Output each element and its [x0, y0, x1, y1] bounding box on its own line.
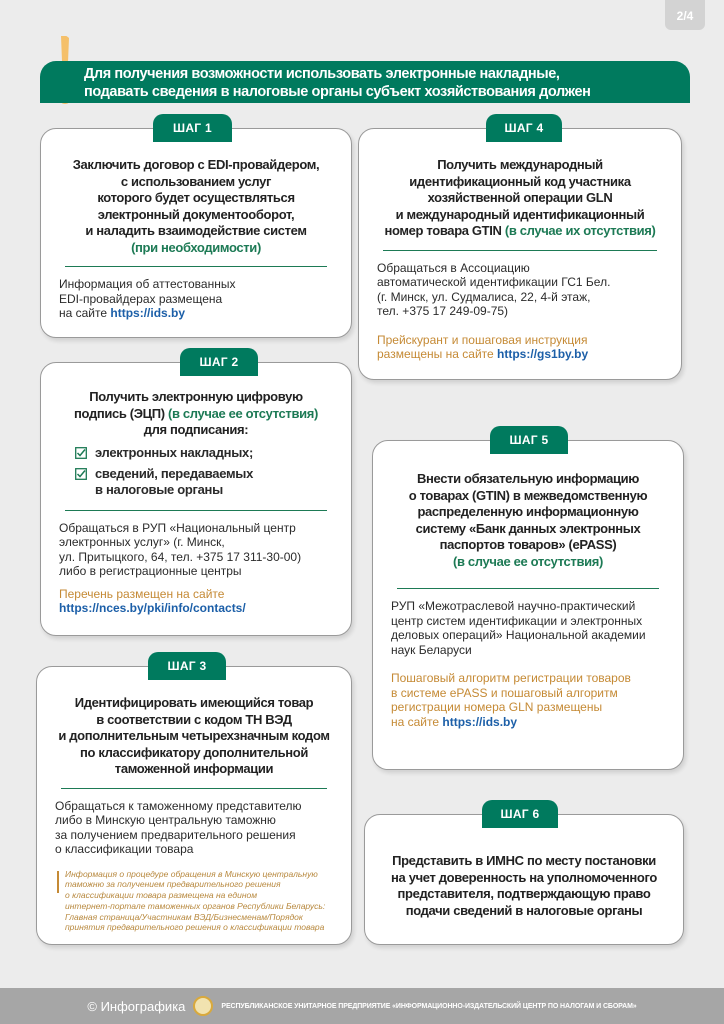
- footer-copyright: © Инфографика: [87, 998, 186, 1014]
- step-4-title: [377, 157, 663, 240]
- step-2-info: Обращаться в РУП «Национальный центр электронных услуг» (г. Минск, ул. Притыцкого, 64, тел. +375 17 311-30-00) либо в регистрационные центры: [59, 520, 302, 578]
- step-2-title-end: для подписания:: [143, 422, 249, 437]
- step-1-title-note: (при необходимости): [131, 239, 261, 255]
- step-4-extra: [377, 333, 663, 362]
- step-1-info-text: Информация об аттестованных EDI-провайдерах размещена на сайте: [59, 277, 236, 320]
- banner-title: Для получения возможности использовать электронные накладные, подавать сведения в налоговые органы субъект хозяйствования должен: [40, 61, 690, 103]
- footer-organization: РЕСПУБЛИКАНСКОЕ УНИТАРНОЕ ПРЕДПРИЯТИЕ «ИНФОРМАЦИОННО-ИЗДАТЕЛЬСКИЙ ЦЕНТР ПО НАЛОГАМ И СБОРАМ»: [221, 1002, 637, 1010]
- check-item-label: сведений, передаваемых в налоговые органы: [95, 465, 254, 497]
- step-4-card: [358, 128, 682, 380]
- step-1-title: Заключить договор с EDI-провайдером, с использованием услуг которого будет осуществляться электронный документооборот, и наладить взаимодействие систем: [72, 157, 320, 238]
- checkbox-checked-icon: [75, 447, 87, 459]
- step-6-title: Представить в ИМНС по месту постановки на учет доверенность на уполномоченного представителя, подтверждающую право подачи сведений в налоговые органы: [391, 853, 657, 918]
- step-5-link[interactable]: https://ids.by: [442, 714, 518, 729]
- step-3-info: Обращаться к таможенному представителю либо в Минскую центральную таможню за получением предварительного решения о классификации товара: [55, 798, 302, 856]
- step-1-tab: ШАГ 1: [153, 114, 232, 142]
- step-2-title-note: (в случае ее отсутствия): [168, 405, 318, 421]
- step-1-info: [59, 277, 333, 321]
- step-6-card: [364, 814, 684, 945]
- step-2-link[interactable]: https://nces.by/pki/info/contacts/: [59, 601, 246, 615]
- step-2-title-text: Получить электронную цифровую подпись (ЭЦП): [74, 389, 303, 421]
- footer: [0, 988, 724, 1024]
- step-5-extra-text: Пошаговый алгоритм регистрации товаров в системе ePASS и пошаговый алгоритм регистрации номера GLN размещены на сайте: [391, 671, 631, 729]
- step-5-tab: ШАГ 5: [490, 426, 568, 454]
- step-3-tab: ШАГ 3: [148, 652, 226, 680]
- step-4-link[interactable]: https://gs1by.by: [497, 347, 589, 361]
- step-2-card: [40, 362, 352, 636]
- step-1-card: [40, 128, 352, 338]
- step-2-extra: Перечень размещен на сайте: [59, 586, 225, 601]
- divider: [65, 266, 327, 267]
- check-item: [75, 466, 333, 498]
- step-5-info: РУП «Межотраслевой научно-практический центр систем идентификации и электронных деловых операций» Национальной академии наук Беларуси: [391, 599, 646, 657]
- organization-logo-icon: [193, 996, 213, 1016]
- step-3-card: [36, 666, 352, 945]
- divider: [397, 588, 659, 589]
- checkbox-checked-icon: [75, 468, 87, 480]
- step-1-link[interactable]: https://ids.by: [110, 306, 186, 320]
- page-number: 2/4: [665, 0, 705, 30]
- step-4-title-note: (в случае их отсутствия): [504, 223, 656, 238]
- step-4-extra-text: Прейскурант и пошаговая инструкция размещены на сайте: [377, 332, 588, 361]
- step-3-title: Идентифицировать имеющийся товар в соответствии с кодом ТН ВЭД и дополнительным четырехзначным кодом по классификатору дополнительной таможенной информации: [58, 695, 330, 776]
- check-item-label: электронных накладных;: [95, 444, 253, 460]
- step-4-tab: ШАГ 4: [486, 114, 562, 142]
- step-4-title-text: Получить международный идентификационный код участника хозяйственной операции GLN и международный идентификационный номер товара GTIN: [384, 157, 645, 238]
- step-2-tab: ШАГ 2: [180, 348, 258, 376]
- divider: [383, 250, 657, 251]
- step-5-title-note: (в случае ее отсутствия): [453, 553, 603, 569]
- step-4-info: Обращаться в Ассоциацию автоматической идентификации ГС1 Бел. (г. Минск, ул. Судмалиса, 22, 4-й этаж, тел. +375 17 249-09-75): [377, 260, 611, 318]
- step-5-card: [372, 440, 684, 770]
- step-2-title: [59, 389, 333, 439]
- divider: [65, 510, 327, 511]
- step-5-extra: [391, 671, 665, 729]
- check-item: [75, 445, 333, 461]
- step-6-tab: ШАГ 6: [482, 800, 558, 828]
- step-3-note: Информация о процедуре обращения в Минскую центральную таможню за получением предварительного решения о классификации товара размещена на едином интернет-портале таможенных органов Республики Беларусь: Главная страница/Участникам ВЭД/Бизнесменам/Порядок принятия предварительного решения о классификации товара: [55, 869, 333, 934]
- step-5-title: Внести обязательную информацию о товарах (GTIN) в межведомственную распределенную информационную систему «Банк данных электронных паспортов товаров» (ePASS): [408, 471, 648, 552]
- divider: [61, 788, 327, 789]
